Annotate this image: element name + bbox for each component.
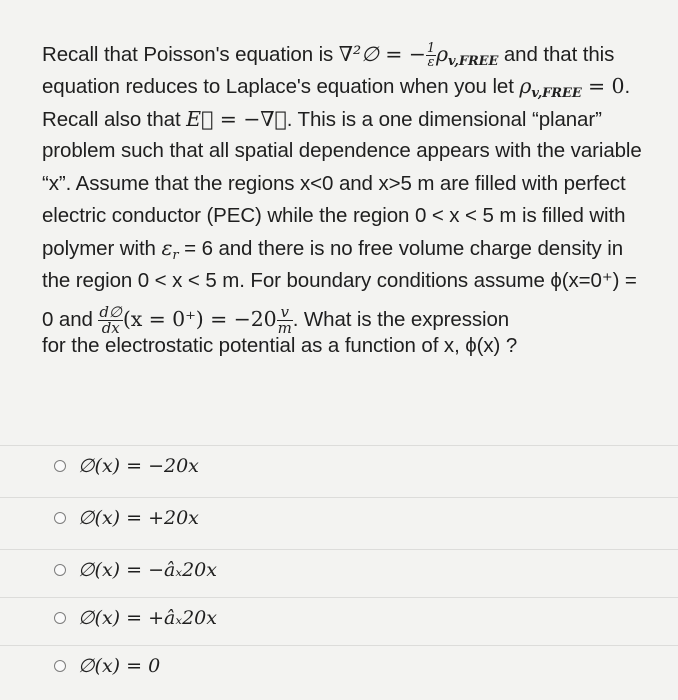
question-line-8: the region 0 < x < 5 m. For boundary conditions assume ϕ(x=0⁺) = <box>42 268 637 292</box>
units-fraction: $\frac{v}{m}$ <box>277 303 292 338</box>
option-5[interactable] <box>0 645 678 686</box>
derivative-fraction: $\frac{d\emptyset}{dx}$ <box>99 303 122 338</box>
question-line-10: for the electrostatic potential as a function of x, ϕ(x) ? <box>42 333 518 357</box>
option-label: ∅(x) = 0 <box>78 655 161 677</box>
option-3[interactable] <box>0 549 678 590</box>
question-line-7: polymer with $\varepsilon_r = 6$ and there is no free volume charge density in <box>42 236 624 264</box>
radio-icon[interactable] <box>54 512 66 524</box>
fraction-1-over-epsilon: $\frac{1}{\varepsilon}$ <box>426 41 436 71</box>
option-label: ∅(x) = +20x <box>78 507 199 529</box>
poisson-equation: ∇²∅ = − <box>338 42 426 66</box>
radio-icon[interactable] <box>54 564 66 576</box>
option-label: ∅(x) = −20x <box>78 455 199 477</box>
question-line-4: problem such that all spatial dependence appears with the variable <box>42 139 642 163</box>
question-line-6: electric conductor (PEC) while the region 0 < x < 5 m is filled with <box>42 203 626 227</box>
electric-field-equation: E⃗ = −∇∅ <box>186 106 287 131</box>
question-line-2: equation reduces to Laplace's equation when you let $\rho_{v,FREE} = 0$. <box>42 74 631 102</box>
radio-icon[interactable] <box>54 660 66 672</box>
option-1[interactable] <box>0 445 678 486</box>
radio-icon[interactable] <box>54 612 66 624</box>
question-text <box>42 38 662 362</box>
radio-icon[interactable] <box>54 460 66 472</box>
question-line-1: Recall that Poisson's equation is ∇²∅ = − $\frac{1}{\varepsilon}$ $\rho_{v,FREE}$ and that this <box>42 41 615 71</box>
option-4[interactable] <box>0 597 678 638</box>
option-label: ∅(x) = +âₓ20x <box>78 607 217 629</box>
question-line-5: “x”. Assume that the regions x<0 and x>5 m are filled with perfect <box>42 171 626 195</box>
question-line-9: 0 and $\frac{d\emptyset}{dx}$ (x = 0⁺) = −20 $\frac{v}{m}$ . What is the expression <box>42 303 510 338</box>
question-line-3: Recall also that E⃗ = −∇∅. This is a one dimensional “planar” <box>42 106 602 131</box>
option-label: ∅(x) = −âₓ20x <box>78 559 217 581</box>
option-2[interactable] <box>0 497 678 538</box>
